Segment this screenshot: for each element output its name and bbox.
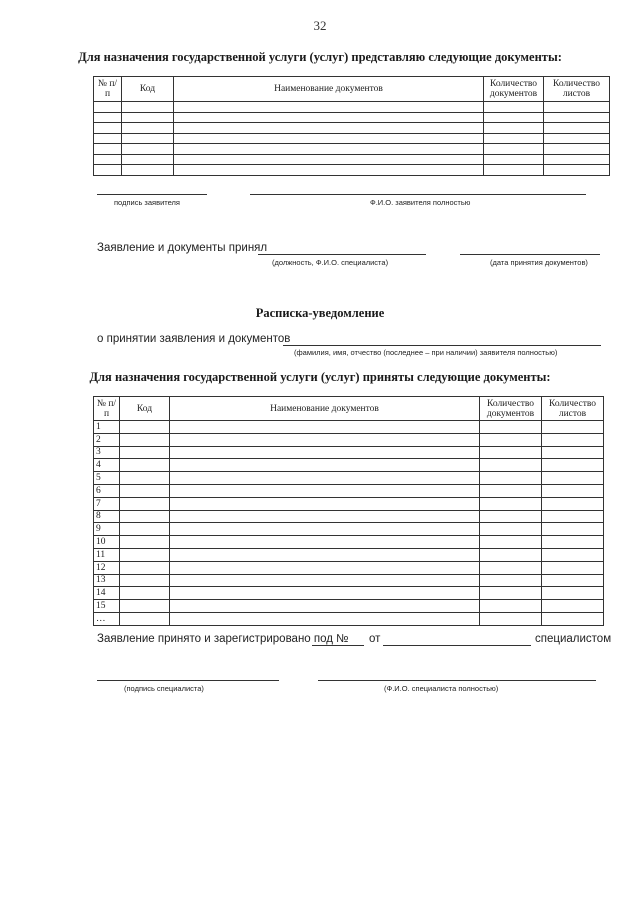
registration-label: Заявление принято и зарегистрировано под №: [97, 633, 349, 645]
applicant-signature-line[interactable]: [97, 194, 207, 195]
section1-heading: Для назначения государственной услуги (услуг) представляю следующие документы:: [78, 50, 562, 64]
row-sheet-count[interactable]: [542, 421, 604, 434]
row-doc-count[interactable]: [480, 497, 542, 510]
row-code[interactable]: [120, 433, 170, 446]
row-sheet-count[interactable]: [542, 574, 604, 587]
row-doc-name[interactable]: [174, 123, 484, 134]
registration-number-line[interactable]: [312, 645, 364, 646]
header-number: № п/п: [94, 77, 122, 102]
table-row: [94, 123, 610, 134]
header-number: № п/п: [94, 397, 120, 421]
table-row: [94, 548, 604, 561]
row-number: [94, 133, 122, 144]
row-number: [94, 112, 122, 123]
row-code[interactable]: [120, 472, 170, 485]
row-number: 4: [94, 459, 120, 472]
header-doc-count: Количество документов: [484, 77, 544, 102]
row-doc-count[interactable]: [480, 548, 542, 561]
row-sheet-count[interactable]: [542, 472, 604, 485]
applicant-name-line[interactable]: [250, 194, 586, 195]
row-doc-name[interactable]: [170, 484, 480, 497]
row-doc-count[interactable]: [480, 587, 542, 600]
table-row: [94, 600, 604, 613]
row-number: [94, 102, 122, 113]
row-doc-name[interactable]: [174, 112, 484, 123]
row-code[interactable]: [120, 484, 170, 497]
row-number: [94, 154, 122, 165]
row-code[interactable]: [120, 612, 170, 625]
row-number: 11: [94, 548, 120, 561]
header-sheet-count: Количество листов: [542, 397, 604, 421]
row-number: 1: [94, 421, 120, 434]
row-sheet-count[interactable]: [542, 536, 604, 549]
row-number: 6: [94, 484, 120, 497]
row-code[interactable]: [120, 459, 170, 472]
header-sheet-count: Количество листов: [544, 77, 610, 102]
registration-date-line[interactable]: [383, 645, 531, 646]
row-code[interactable]: [120, 600, 170, 613]
table-row: [94, 446, 604, 459]
acceptance-date-caption: (дата принятия документов): [490, 258, 588, 267]
row-code[interactable]: [122, 123, 174, 134]
row-number: 2: [94, 433, 120, 446]
row-doc-name[interactable]: [174, 133, 484, 144]
row-doc-name[interactable]: [170, 587, 480, 600]
row-sheet-count[interactable]: [542, 459, 604, 472]
header-doc-name: Наименование документов: [174, 77, 484, 102]
header-code: Код: [122, 77, 174, 102]
row-doc-name[interactable]: [170, 548, 480, 561]
row-sheet-count[interactable]: [542, 510, 604, 523]
row-doc-count[interactable]: [480, 510, 542, 523]
row-doc-count[interactable]: [480, 484, 542, 497]
row-number: …: [94, 612, 120, 625]
row-sheet-count[interactable]: [544, 144, 610, 155]
table-row: [94, 574, 604, 587]
applicant-fullname-line[interactable]: [283, 345, 601, 346]
table-row: [94, 497, 604, 510]
row-number: 7: [94, 497, 120, 510]
table-row: [94, 165, 610, 176]
table-row: [94, 433, 604, 446]
specialist-position-caption: (должность, Ф.И.О. специалиста): [272, 258, 389, 267]
applicant-signature-caption: подпись заявителя: [114, 198, 180, 207]
row-code[interactable]: [122, 144, 174, 155]
row-sheet-count[interactable]: [544, 154, 610, 165]
row-number: 10: [94, 536, 120, 549]
table-row: [94, 154, 610, 165]
row-code[interactable]: [120, 446, 170, 459]
row-code[interactable]: [120, 561, 170, 574]
header-doc-name: Наименование документов: [170, 397, 480, 421]
row-sheet-count[interactable]: [544, 123, 610, 134]
row-sheet-count[interactable]: [542, 612, 604, 625]
table-row: [94, 561, 604, 574]
row-sheet-count[interactable]: [542, 600, 604, 613]
documents-submitted-table: [93, 76, 610, 176]
row-code[interactable]: [122, 165, 174, 176]
row-sheet-count[interactable]: [544, 112, 610, 123]
row-doc-name[interactable]: [170, 523, 480, 536]
row-sheet-count[interactable]: [542, 548, 604, 561]
row-number: 9: [94, 523, 120, 536]
registration-specialist-label: специалистом: [535, 633, 612, 645]
row-doc-count[interactable]: [480, 561, 542, 574]
row-doc-count[interactable]: [480, 459, 542, 472]
row-doc-count[interactable]: [480, 612, 542, 625]
row-sheet-count[interactable]: [542, 484, 604, 497]
table-row: [94, 459, 604, 472]
table-row: [94, 102, 610, 113]
row-number: [94, 165, 122, 176]
acceptance-date-line[interactable]: [460, 254, 600, 255]
row-doc-name[interactable]: [174, 102, 484, 113]
documents-accepted-table: [93, 396, 604, 626]
row-doc-count[interactable]: [480, 600, 542, 613]
row-doc-count[interactable]: [480, 574, 542, 587]
accepted-label: Заявление и документы принял: [97, 242, 268, 254]
row-number: 15: [94, 600, 120, 613]
header-code: Код: [120, 397, 170, 421]
row-code[interactable]: [120, 523, 170, 536]
row-code[interactable]: [120, 574, 170, 587]
row-code[interactable]: [122, 102, 174, 113]
section2-heading: Для назначения государственной услуги (услуг) приняты следующие документы:: [89, 370, 551, 384]
table-row: [94, 523, 604, 536]
specialist-position-line[interactable]: [258, 254, 426, 255]
row-doc-name[interactable]: [170, 510, 480, 523]
row-code[interactable]: [120, 548, 170, 561]
row-sheet-count[interactable]: [542, 561, 604, 574]
row-doc-count[interactable]: [484, 102, 544, 113]
row-sheet-count[interactable]: [544, 133, 610, 144]
row-doc-name[interactable]: [170, 421, 480, 434]
row-code[interactable]: [120, 421, 170, 434]
row-sheet-count[interactable]: [542, 497, 604, 510]
row-doc-name[interactable]: [170, 446, 480, 459]
specialist-signature-line[interactable]: [97, 680, 279, 681]
specialist-name-caption: (Ф.И.О. специалиста полностью): [384, 684, 499, 693]
row-doc-count[interactable]: [484, 165, 544, 176]
row-doc-name[interactable]: [170, 433, 480, 446]
row-code[interactable]: [120, 510, 170, 523]
applicant-fullname-caption: (фамилия, имя, отчество (последнее – при наличии) заявителя полностью): [294, 348, 558, 357]
row-code[interactable]: [122, 133, 174, 144]
row-code[interactable]: [120, 497, 170, 510]
row-doc-count[interactable]: [480, 433, 542, 446]
table-row: [94, 510, 604, 523]
row-doc-count[interactable]: [480, 523, 542, 536]
table-row: [94, 612, 604, 625]
table-row: [94, 472, 604, 485]
row-number: 5: [94, 472, 120, 485]
receipt-label: о принятии заявления и документов: [97, 333, 291, 345]
row-code[interactable]: [122, 154, 174, 165]
table-row: [94, 112, 610, 123]
row-doc-name[interactable]: [170, 459, 480, 472]
page-number: 32: [313, 18, 327, 33]
row-sheet-count[interactable]: [542, 433, 604, 446]
row-doc-count[interactable]: [480, 421, 542, 434]
row-sheet-count[interactable]: [542, 446, 604, 459]
row-number: 14: [94, 587, 120, 600]
row-code[interactable]: [120, 587, 170, 600]
row-number: [94, 123, 122, 134]
table-row: [94, 587, 604, 600]
row-doc-name[interactable]: [170, 574, 480, 587]
row-doc-count[interactable]: [480, 536, 542, 549]
row-code[interactable]: [122, 112, 174, 123]
row-doc-count[interactable]: [480, 446, 542, 459]
row-number: [94, 144, 122, 155]
header-doc-count: Количество документов: [480, 397, 542, 421]
row-sheet-count[interactable]: [544, 102, 610, 113]
row-number: 13: [94, 574, 120, 587]
row-doc-name[interactable]: [174, 154, 484, 165]
row-doc-name[interactable]: [174, 165, 484, 176]
table-row: [94, 536, 604, 549]
row-sheet-count[interactable]: [542, 587, 604, 600]
row-doc-name[interactable]: [174, 144, 484, 155]
row-doc-count[interactable]: [484, 144, 544, 155]
specialist-name-line[interactable]: [318, 680, 596, 681]
row-doc-count[interactable]: [484, 133, 544, 144]
row-doc-count[interactable]: [484, 112, 544, 123]
row-doc-name[interactable]: [170, 561, 480, 574]
row-doc-count[interactable]: [484, 154, 544, 165]
row-doc-name[interactable]: [170, 612, 480, 625]
table-row: [94, 484, 604, 497]
row-doc-count[interactable]: [480, 472, 542, 485]
table-row: [94, 133, 610, 144]
row-sheet-count[interactable]: [542, 523, 604, 536]
row-code[interactable]: [120, 536, 170, 549]
row-sheet-count[interactable]: [544, 165, 610, 176]
row-doc-count[interactable]: [484, 123, 544, 134]
row-number: 8: [94, 510, 120, 523]
row-doc-name[interactable]: [170, 536, 480, 549]
applicant-name-caption: Ф.И.О. заявителя полностью: [370, 198, 471, 207]
row-doc-name[interactable]: [170, 600, 480, 613]
row-doc-name[interactable]: [170, 472, 480, 485]
row-number: 12: [94, 561, 120, 574]
table-row: [94, 144, 610, 155]
table-row: [94, 421, 604, 434]
receipt-title: Расписка-уведомление: [255, 306, 385, 320]
row-number: 3: [94, 446, 120, 459]
registration-from-label: от: [369, 633, 381, 645]
row-doc-name[interactable]: [170, 497, 480, 510]
specialist-signature-caption: (подпись специалиста): [124, 684, 204, 693]
